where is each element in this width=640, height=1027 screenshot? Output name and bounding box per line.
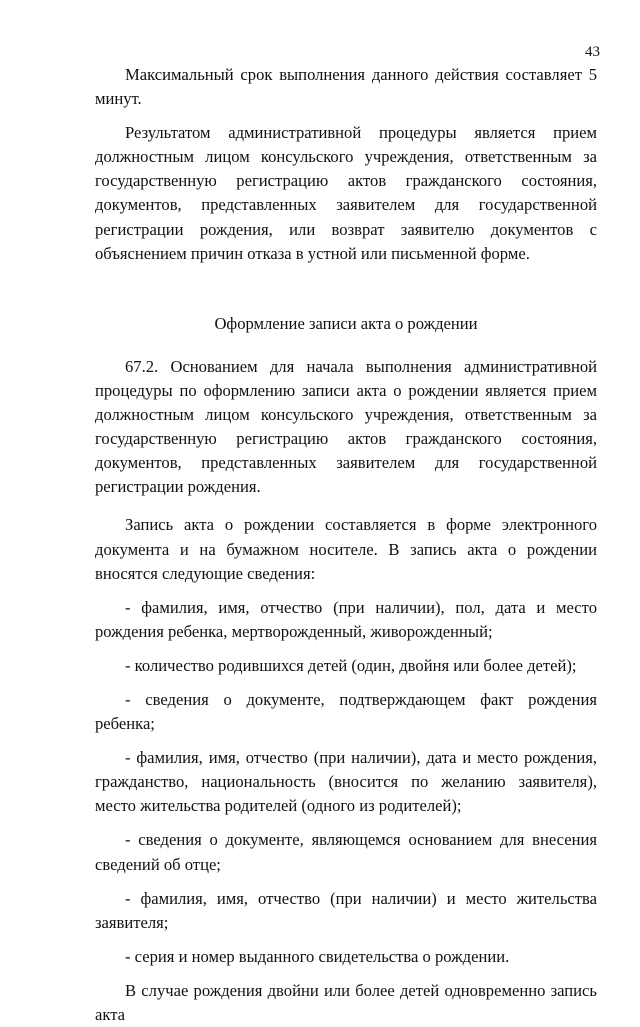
document-body	[95, 63, 597, 1027]
paragraph-record-form: Запись акта о рождении составляется в форме электронного документа и на бумажном носителе. В запись акта о рождении вносятся следующие сведения:	[95, 515, 597, 583]
list-item: - сведения о документе, являющемся основанием для внесения сведений об отце;	[95, 830, 597, 874]
list-item: - фамилия, имя, отчество (при наличии), дата и место рождения, гражданство, национальность (вносится по желанию заявителя), место жительства родителей (одного из родителей);	[95, 748, 597, 816]
page-number: 43	[585, 44, 600, 60]
list-item: - сведения о документе, подтверждающем факт рождения ребенка;	[95, 689, 597, 734]
list-item: - фамилия, имя, отчество (при наличии) и место жительства заявителя;	[95, 888, 597, 932]
list-item: - количество родившихся детей (один, двойня или более детей);	[125, 655, 577, 675]
section-heading: Оформление записи акта о рождении	[214, 313, 478, 333]
paragraph-result: Результатом административной процедуры является прием должностным лицом консульского учреждения, ответственным за государственную регистрацию актов гражданского состояния, документов, представленных заявителем для государственной регистрации рождения, или возврат заявителю документов с объяснением причин отказа в устной или письменной форме.	[95, 123, 597, 263]
list-item: - серия и номер выданного свидетельства о рождении.	[125, 946, 510, 966]
paragraph-twins: В случае рождения двойни или более детей одновременно запись акта	[95, 980, 597, 1024]
paragraph-time-limit: Максимальный срок выполнения данного действия составляет 5 минут.	[95, 65, 597, 109]
paragraph-basis: 67.2. Основанием для начала выполнения административной процедуры по оформлению записи акта о рождении является прием должностным лицом консульского учреждения, ответственным за государственную регистрацию актов гражданского состояния, документов, представленных заявителем для государственной регистрации рождения.	[95, 356, 597, 497]
list-item: - фамилия, имя, отчество (при наличии), пол, дата и место рождения ребенка, мертворожденный, живорожденный;	[95, 597, 597, 641]
